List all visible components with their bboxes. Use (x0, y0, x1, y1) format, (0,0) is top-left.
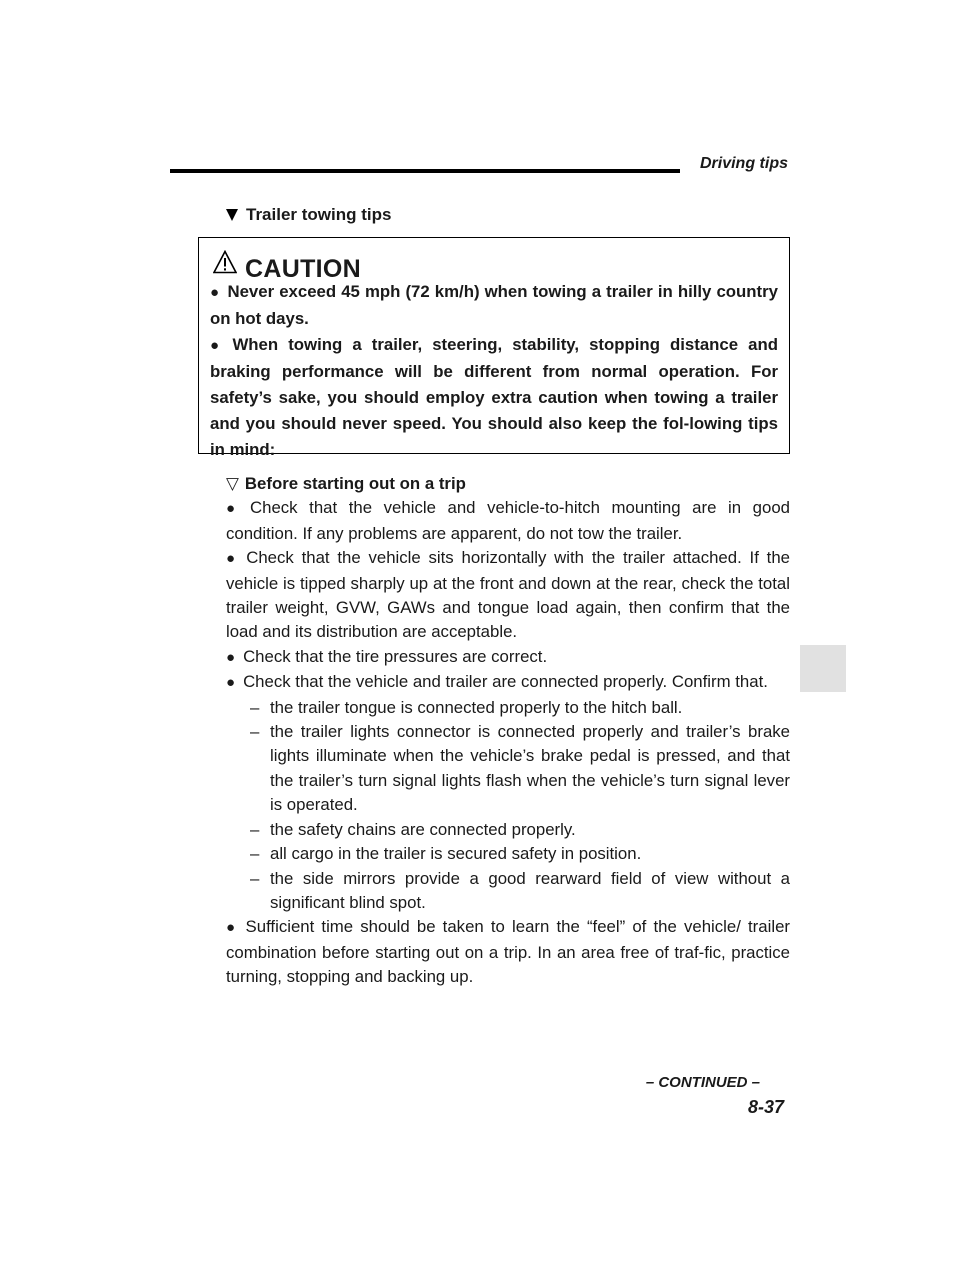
bullet-icon: ● (226, 674, 236, 692)
dash-marker: – (250, 868, 260, 888)
subsection-heading: ▽ Before starting out on a trip (226, 474, 466, 493)
warning-triangle-icon (213, 250, 237, 274)
header-rule (170, 169, 680, 173)
list-item: ● Check that the vehicle and vehicle-to-hitch mounting are in good condition. If any problems are apparent, do not tow the trailer. (226, 498, 790, 543)
list-item: ● Sufficient time should be taken to learn the “feel” of the vehicle/ trailer combination before starting out on a trip. In an area free of traf-fic, practice turning, stopping and backing up. (226, 917, 790, 987)
open-triangle-down-icon: ▽ (226, 474, 239, 493)
caution-header (213, 250, 361, 283)
sub-list-item: – the safety chains are connected properly. (248, 818, 790, 842)
bullet-icon: ● (210, 284, 220, 301)
page-number: 8-37 (747, 1097, 784, 1117)
caution-item: ● When towing a trailer, steering, stability, stopping distance and braking performance will be different from normal operation. For safety’s sake, you should employ extra caution when towing a trailer and you should never speed. You should also keep the fol-lowing tips in mind: (210, 335, 778, 459)
caution-body (210, 279, 778, 463)
bullet-icon: ● (226, 550, 239, 568)
sub-list-item: – the trailer tongue is connected properly to the hitch ball. (248, 696, 790, 720)
dash-marker: – (250, 844, 260, 864)
section-heading-text: Trailer towing tips (246, 205, 392, 224)
sub-list-item: – the trailer lights connector is connected properly and trailer’s brake lights illuminate when the vehicle’s brake pedal is pressed, and that the trailer’s turn signal lights flash when the vehicle’s turn signal lever is operated. (250, 722, 790, 815)
list-item: ● Check that the vehicle and trailer are connected properly. Confirm that. (226, 672, 768, 692)
bullet-icon: ● (226, 500, 242, 518)
filled-triangle-down-icon (226, 209, 238, 221)
chapter-side-tab (800, 645, 846, 692)
bullet-icon: ● (226, 648, 236, 666)
caution-box (198, 237, 790, 459)
dash-marker: – (250, 819, 260, 839)
running-header-title: Driving tips (699, 155, 788, 172)
caution-item: ● Never exceed 45 mph (72 km/h) when towing a trailer in hilly country on hot days. (210, 282, 779, 328)
sub-list-item: – the side mirrors provide a good rearward field of view without a significant blind spot. (250, 868, 790, 912)
bullet-icon: ● (226, 919, 238, 937)
caution-label: CAUTION (245, 255, 361, 283)
dash-marker: – (250, 697, 260, 717)
section-heading (226, 205, 391, 225)
body-text (226, 472, 790, 990)
continued-label: – CONTINUED – (645, 1074, 760, 1091)
list-item: ● Check that the tire pressures are correct. (226, 646, 548, 666)
bullet-icon: ● (210, 337, 225, 354)
list-item: ● Check that the vehicle sits horizontally with the trailer attached. If the vehicle is tipped sharply up at the front and down at the rear, check the total trailer weight, GVW, GAWs and tongue load again, then confirm that the load and its distribution are acceptable. (226, 548, 790, 642)
dash-marker: – (250, 722, 260, 742)
sub-list-item: – all cargo in the trailer is secured safety in position. (248, 842, 790, 866)
